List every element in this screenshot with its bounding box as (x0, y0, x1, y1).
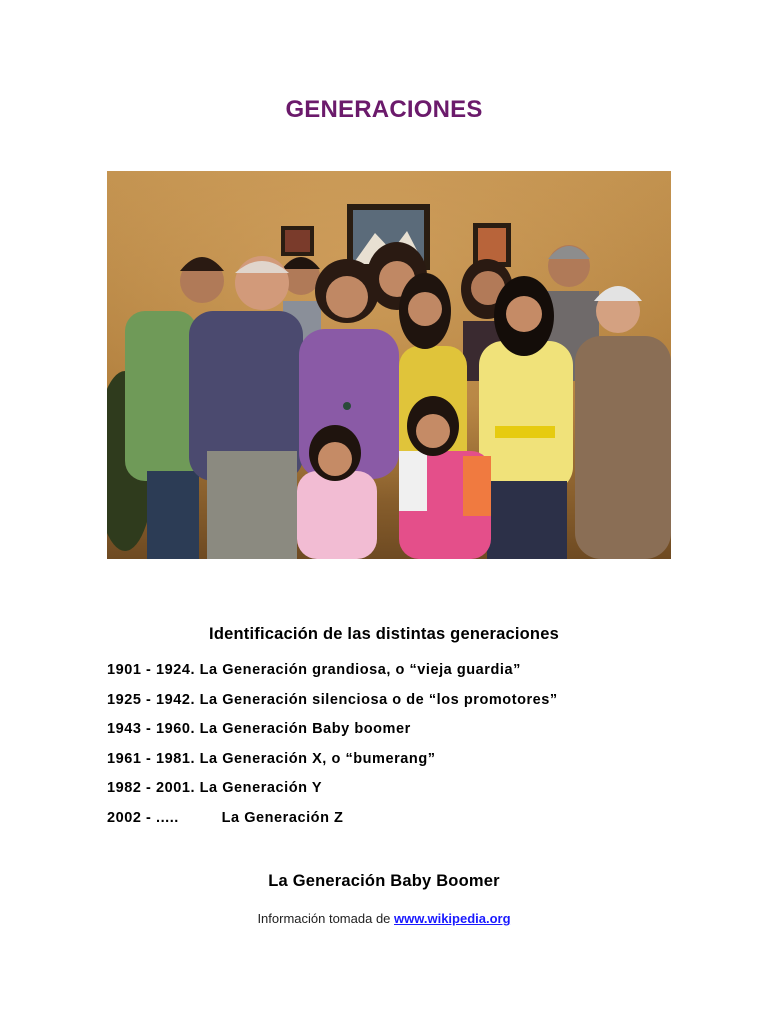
generation-label: La Generación Z (221, 809, 344, 826)
wikipedia-link[interactable]: www.wikipedia.org (394, 911, 511, 926)
generation-years: 1943 - 1960. (107, 721, 196, 738)
family-photo (107, 171, 671, 559)
list-item (107, 778, 558, 808)
generation-label: La Generación Baby boomer (199, 721, 411, 738)
generation-years: 1982 - 2001. (107, 780, 196, 797)
source-note (0, 911, 768, 926)
list-item (107, 808, 558, 838)
list-item (107, 719, 558, 749)
list-item (107, 660, 558, 690)
generation-label: La Generación X, o “bumerang” (199, 750, 436, 767)
subsection-heading: La Generación Baby Boomer (268, 872, 500, 890)
list-item (107, 690, 558, 720)
generation-label: La Generación Y (199, 780, 323, 797)
generation-label: La Generación silenciosa o de “los promotores” (199, 691, 558, 708)
generation-years: 1901 - 1924. (107, 662, 196, 678)
generation-label: La Generación grandiosa, o “vieja guardia” (199, 662, 521, 678)
generation-years: 2002 - ..... (107, 809, 179, 826)
page-title: GENERACIONES (285, 96, 483, 123)
source-prefix: Información tomada de (257, 911, 395, 926)
generations-list (107, 660, 558, 838)
list-item (107, 749, 558, 779)
generation-years: 1925 - 1942. (107, 691, 196, 708)
section-heading: Identificación de las distintas generaciones (209, 625, 559, 643)
generation-years: 1961 - 1981. (107, 750, 196, 767)
